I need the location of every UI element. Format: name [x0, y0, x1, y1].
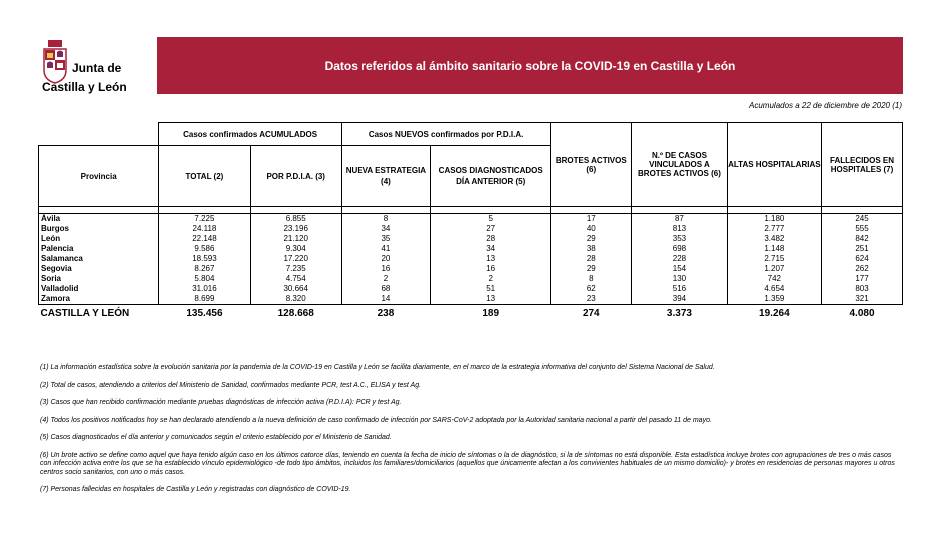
province-name: Burgos	[39, 224, 159, 234]
table-cell: 40	[551, 224, 632, 234]
table-cell: 41	[341, 244, 430, 254]
table-cell: 9.304	[250, 244, 341, 254]
table-row	[39, 224, 903, 234]
footnote: (6) Un brote activo se define como aquel que haya tenido algún caso en los últimos catorce días, teniendo en cuenta la fecha de inicio de síntomas o la de diagnóstico, si la de síntomas no está disponible. Esta estadística incluye brotes con agrupaciones de tres o más casos con infección activa entre los que se ha establecido vínculo epidemiológico -de todo tipo ámbitos, incluidos los familiares/domiciliarios (aquellos que únicamente afectan a los convivientes habituales de un mismo domicilio)- y brotes en residencias de personas mayores u otros centros socio sanitarios, con uno o más casos.	[40, 451, 895, 476]
total-cell: 135.456	[186, 307, 223, 319]
table-cell: 6.855	[250, 214, 341, 225]
footnote: (1) La información estadística sobre la evolución sanitaria por la pandemia de la COVID-19 en Castilla y León se facilita diariamente, en el marco de la estrategia informativa del conjunto del Sistema Nacional de Salud.	[40, 364, 715, 371]
total-cell: 238	[377, 307, 395, 319]
table-cell: 68	[341, 284, 430, 294]
col-header-vinculados: N.º DE CASOS VINCULADOS A BROTES ACTIVOS (6)	[632, 123, 727, 207]
table-cell: 21.120	[250, 234, 341, 244]
table-cell: 38	[551, 244, 632, 254]
group-header-accumulated: Casos confirmados ACUMULADOS	[159, 123, 342, 146]
table-cell: 8.699	[159, 294, 250, 305]
table-cell: 742	[727, 274, 821, 284]
table-row	[39, 294, 903, 305]
table-cell: 245	[822, 214, 903, 225]
total-cell: 274	[582, 307, 600, 319]
col-header-fallecidos: FALLECIDOS EN HOSPITALES (7)	[822, 123, 903, 207]
covid-data-table	[38, 122, 903, 321]
table-cell: 28	[431, 234, 551, 244]
table-cell: 154	[632, 264, 727, 274]
table-cell: 813	[632, 224, 727, 234]
table-cell: 13	[431, 254, 551, 264]
table-cell: 228	[632, 254, 727, 264]
table-cell: 28	[551, 254, 632, 264]
table-cell: 624	[822, 254, 903, 264]
table-cell: 555	[822, 224, 903, 234]
province-name: Segovia	[39, 264, 159, 274]
table-cell: 30.664	[250, 284, 341, 294]
table-cell: 1.207	[727, 264, 821, 274]
table-cell: 7.225	[159, 214, 250, 225]
table-cell: 87	[632, 214, 727, 225]
table-cell: 34	[341, 224, 430, 234]
col-header-pdia: POR P.D.I.A. (3)	[250, 146, 341, 207]
table-cell: 5	[431, 214, 551, 225]
table-cell: 130	[632, 274, 727, 284]
table-cell: 17.220	[250, 254, 341, 264]
province-name: Palencia	[39, 244, 159, 254]
table-cell: 51	[431, 284, 551, 294]
coat-of-arms-icon	[42, 40, 68, 84]
table-cell: 1.180	[727, 214, 821, 225]
total-row	[39, 305, 903, 322]
table-cell: 4.754	[250, 274, 341, 284]
total-cell: 19.264	[759, 307, 790, 319]
table-cell: 29	[551, 234, 632, 244]
table-cell: 7.235	[250, 264, 341, 274]
table-row	[39, 254, 903, 264]
footnote: (3) Casos que han recibido confirmación mediante pruebas diagnósticas de infección activa (P.D.I.A): PCR y test Ag.	[40, 399, 402, 406]
table-cell: 1.148	[727, 244, 821, 254]
accumulated-date-note: Acumulados a 22 de diciembre de 2020 (1)	[749, 101, 902, 110]
province-name: Soria	[39, 274, 159, 284]
table-cell: 16	[431, 264, 551, 274]
province-name: Ávila	[39, 214, 159, 225]
table-cell: 29	[551, 264, 632, 274]
footnotes	[40, 364, 900, 504]
table-row	[39, 284, 903, 294]
table-cell: 2.715	[727, 254, 821, 264]
table-cell: 34	[431, 244, 551, 254]
total-cell: 3.373	[666, 307, 692, 319]
footnote: (7) Personas fallecidas en hospitales de Castilla y León y registradas con diagnóstico de COVID-19.	[40, 486, 351, 493]
province-name: Salamanca	[39, 254, 159, 264]
table-cell: 516	[632, 284, 727, 294]
table-cell: 8	[341, 214, 430, 225]
table-cell: 17	[551, 214, 632, 225]
table-cell: 842	[822, 234, 903, 244]
table-cell: 9.586	[159, 244, 250, 254]
table-cell: 23	[551, 294, 632, 305]
table-cell: 698	[632, 244, 727, 254]
table-cell: 18.593	[159, 254, 250, 264]
logo-line2: Castilla y León	[42, 80, 127, 94]
total-cell: 189	[482, 307, 500, 319]
table-cell: 35	[341, 234, 430, 244]
table-cell: 22.148	[159, 234, 250, 244]
table-row	[39, 264, 903, 274]
col-header-diag: CASOS DIAGNOSTICADOS DÍA ANTERIOR (5)	[431, 146, 551, 207]
table-cell: 2	[431, 274, 551, 284]
junta-logo	[42, 40, 152, 95]
table-cell: 3.482	[727, 234, 821, 244]
table-cell: 24.118	[159, 224, 250, 234]
table-cell: 20	[341, 254, 430, 264]
table-cell: 321	[822, 294, 903, 305]
page-title-banner	[157, 37, 903, 94]
total-cell: 128.668	[277, 307, 314, 319]
table-cell: 2	[341, 274, 430, 284]
footnote: (2) Total de casos, atendiendo a criterios del Ministerio de Sanidad, confirmados mediante PCR, test A.C., ELISA y test Ag.	[40, 381, 422, 389]
col-header-brotes: BROTES ACTIVOS (6)	[551, 123, 632, 207]
footnote: (5) Casos diagnosticados el día anterior y comunicados según el criterio establecido por el Ministerio de Sanidad.	[40, 434, 392, 441]
table-cell: 5.804	[159, 274, 250, 284]
footnote: (4) Todos los positivos notificados hoy se han declarado atendiendo a la nueva definición de caso confirmado de infección por SARS-CoV-2 adoptada por la Autoridad sanitaria nacional a partir del pasado 11 de mayo.	[40, 416, 712, 424]
table-cell: 23.196	[250, 224, 341, 234]
table-cell: 394	[632, 294, 727, 305]
table-cell: 62	[551, 284, 632, 294]
col-header-nueva: NUEVA ESTRATEGIA (4)	[341, 146, 430, 207]
table-cell: 31.016	[159, 284, 250, 294]
table-cell: 8.320	[250, 294, 341, 305]
table-cell: 1.359	[727, 294, 821, 305]
table-cell: 262	[822, 264, 903, 274]
table-row	[39, 234, 903, 244]
province-name: León	[39, 234, 159, 244]
table-cell: 4.654	[727, 284, 821, 294]
table-row	[39, 244, 903, 254]
table-row	[39, 214, 903, 225]
table-cell: 353	[632, 234, 727, 244]
logo-line1: Junta de	[72, 61, 122, 75]
table-cell: 13	[431, 294, 551, 305]
table-row	[39, 274, 903, 284]
table-cell: 14	[341, 294, 430, 305]
table-cell: 2.777	[727, 224, 821, 234]
col-header-total: TOTAL (2)	[159, 146, 250, 207]
table-cell: 27	[431, 224, 551, 234]
table-cell: 8.267	[159, 264, 250, 274]
table-cell: 177	[822, 274, 903, 284]
table-cell: 803	[822, 284, 903, 294]
col-header-altas: ALTAS HOSPITALARIAS	[727, 123, 821, 207]
total-cell: 4.080	[849, 307, 875, 319]
table-cell: 251	[822, 244, 903, 254]
group-header-new: Casos NUEVOS confirmados por P.D.I.A.	[341, 123, 551, 146]
province-name: Valladolid	[39, 284, 159, 294]
col-header-provincia: Provincia	[39, 146, 159, 207]
table-cell: 16	[341, 264, 430, 274]
table-cell: 8	[551, 274, 632, 284]
province-name: Zamora	[39, 294, 159, 305]
page-title: Datos referidos al ámbito sanitario sobre la COVID-19 en Castilla y León	[324, 58, 736, 73]
total-label: CASTILLA Y LEÓN	[40, 307, 130, 319]
